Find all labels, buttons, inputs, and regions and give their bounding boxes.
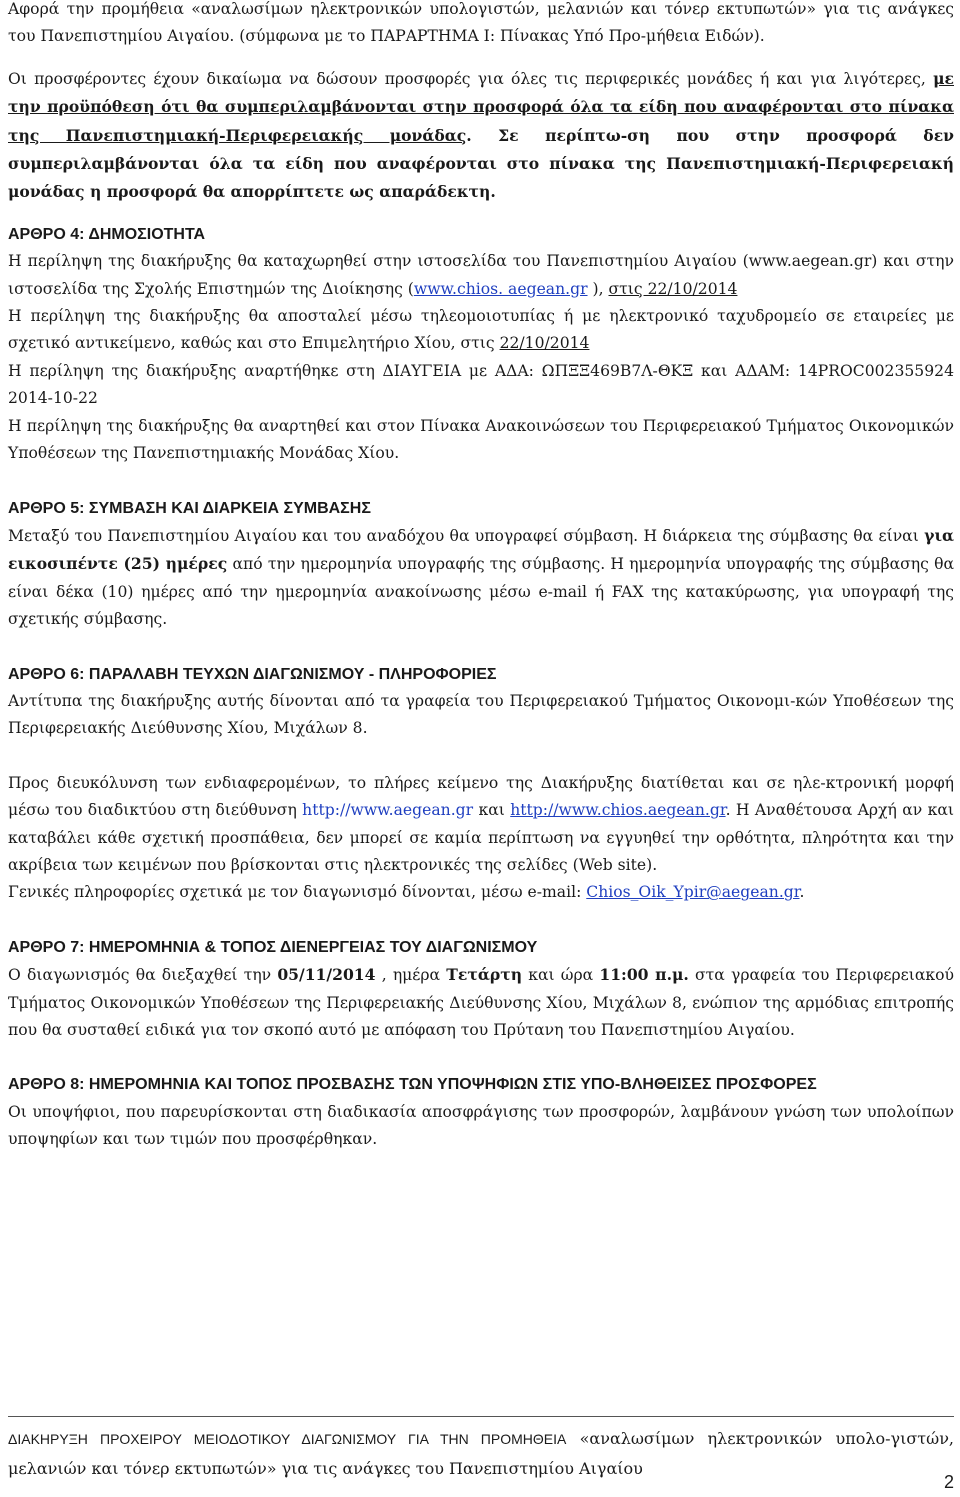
- article-8-heading: ΑΡΘΡΟ 8: ΗΜΕΡΟΜΗΝΙΑ ΚΑΙ ΤΟΠΟΣ ΠΡΟΣΒΑΣΗΣ ΤΩΝ ΥΠΟΨΗΦΙΩΝ ΣΤΙΣ ΥΠΟ-ΒΛΗΘΕΙΣΕΣ ΠΡΟΣΦΟΡΕΣ: [8, 1076, 817, 1094]
- art4-date-2: 22/10/2014: [499, 334, 590, 353]
- art5-text-2: από την ημερομηνία υπογραφής της σύμβασης. Η ημερομηνία υπογραφής της σύμβασης θα είναι δέκα (10) ημέρες από την ημερομηνία ανακοίνωσης μέσω e-mail ή FAX της κατακύρωσης, για υπογραφή της σχετικής σύμβασης.: [8, 555, 954, 629]
- article-7-body: [8, 961, 954, 1044]
- art6-text-d: Γενικές πληροφορίες σχετικά με τον διαγωνισμό δίνονται, μέσω e-mail:: [8, 883, 587, 902]
- article-6-paragraph-3: [8, 879, 954, 906]
- chios-website-link[interactable]: www.chios. aegean.gr: [413, 279, 588, 298]
- art6-text-c: . Η Αναθέτουσα Αρχή αν και καταβάλει κάθε σχετική προσπάθεια, δεν μπορεί σε καμία περίπτωση να εγγυηθεί την ορθότητα, πληρότητα και την ακρίβεια των κειμένων που βρίσκονται στις ηλεκτρονικές της σελίδες (Web site).: [8, 801, 954, 874]
- intro-text-c: . Σε περίπτω-ση που στην προσφορά δεν συμπεριλαμβάνονται όλα τα είδη που αναφέρονται στο πίνακα της Πανεπιστημιακή-Περιφερειακή μονάδας η προσφορά θα απορρίπτετε ως απαράδεκτη.: [8, 125, 955, 202]
- footer-rest: «αναλωσίμων ηλεκτρονικών υπολο-γιστών, μελανιών και τόνερ εκτυπωτών» για τις ανάγκες του Πανεπιστημίου Αιγαίου: [8, 1429, 955, 1478]
- chios-aegean-link[interactable]: http://www.chios.aegean.gr: [510, 801, 726, 820]
- art5-duration: για εικοσιπέντε (25) ημέρες: [8, 525, 954, 574]
- article-6-heading: ΑΡΘΡΟ 6: ΠΑΡΑΛΑΒΗ ΤΕΥΧΩΝ ΔΙΑΓΩΝΙΣΜΟΥ - ΠΛΗΡΟΦΟΡΙΕΣ: [8, 665, 497, 683]
- article-4-body: [8, 248, 954, 467]
- art7-date: 05/11/2014: [277, 965, 376, 985]
- art4-line-4: Η περίληψη της διακήρυξης θα αναρτηθεί και στον Πίνακα Ανακοινώσεων του Περιφερειακού Τμήματος Οικονομικών Υποθέσεων της Πανεπιστημιακής Μονάδας Χίου.: [8, 416, 954, 463]
- art7-text-3: και ώρα: [522, 966, 600, 985]
- article-6-paragraph-2: [8, 770, 954, 880]
- art5-text-1: Μεταξύ του Πανεπιστημίου Αιγαίου και του αναδόχου θα υπογραφεί σύμβαση. Η διάρκεια της σύμβασης θα είναι: [8, 526, 925, 545]
- page-number: 2: [943, 1472, 954, 1492]
- art4-date-1: στις 22/10/2014: [608, 279, 738, 298]
- art4-line-1-end: ),: [587, 279, 609, 298]
- footer-divider: [8, 1416, 954, 1417]
- art4-line-3: Η περίληψη της διακήρυξης αναρτήθηκε στη ΔΙΑΥΓΕΙΑ με ΑΔΑ: ΩΠΞΞ469Β7Λ-ΘΚΞ και ΑΔΑΜ: 14PROC002355924 2014-10-22: [8, 361, 954, 408]
- footer-prefix: ΔΙΑΚΗΡΥΞΗ ΠΡΟΧΕΙΡΟΥ ΜΕΙΟΔΟΤΙΚΟΥ ΔΙΑΓΩΝΙΣΜΟΥ ΓΙΑ ΤΗΝ ΠΡΟΜΗΘΕΙΑ: [8, 1431, 567, 1447]
- aegean-website-link[interactable]: http://www.aegean.gr: [302, 801, 474, 820]
- art7-time: 11:00 π.μ.: [599, 965, 689, 985]
- document-page: [8, 0, 954, 1154]
- art7-text-4: στα γραφεία του Περιφερειακού Τμήματος Οικονομικών Υποθέσεων της Περιφερειακής Διεύθυνσης Χίου, Μιχάλων 8, ενώπιον της αρμόδιας επιτροπής που θα συσταθεί ειδικά για τον σκοπό αυτό με απόφαση του Πρύτανη του Πανεπιστημίου Αιγαίου.: [8, 966, 954, 1039]
- intro-condition: με την προϋπόθεση ότι θα συμπεριλαμβάνονται στην προσφορά όλα τα είδη που αναφέρονται στο πίνακα της Πανεπιστημιακή-Περιφερειακής μονάδας: [8, 68, 954, 145]
- art4-line-2: Η περίληψη της διακήρυξης θα αποσταλεί μέσω τηλεομοιοτυπίας ή με ηλεκτρονικό ταχυδρομείο σε εταιρείες με σχετικό αντικείμενο, καθώς και στο Επιμελητήριο Χίου, στις: [8, 307, 954, 353]
- art7-day: Τετάρτη: [446, 965, 523, 985]
- article-5-heading: ΑΡΘΡΟ 5: ΣΥΜΒΑΣΗ ΚΑΙ ΔΙΑΡΚΕΙΑ ΣΥΜΒΑΣΗΣ: [8, 499, 371, 517]
- intro-paragraph-1: Αφορά την προμήθεια «αναλωσίμων ηλεκτρονικών υπολογιστών, μελανιών και τόνερ εκτυπωτών» για τις ανάγκες του Πανεπιστημίου Αιγαίου. (σύμφωνα με το ΠΑΡΑΡΤΗΜΑ Ι: Πίνακας Υπό Προ-μήθεια Ειδών).: [8, 0, 954, 46]
- article-7-heading: ΑΡΘΡΟ 7: ΗΜΕΡΟΜΗΝΙΑ & ΤΟΠΟΣ ΔΙΕΝΕΡΓΕΙΑΣ ΤΟΥ ΔΙΑΓΩΝΙΣΜΟΥ: [8, 938, 538, 956]
- art4-line-1: Η περίληψη της διακήρυξης θα καταχωρηθεί στην ιστοσελίδα του Πανεπιστημίου Αιγαίου (www.aegean.gr) και στην ιστοσελίδα της Σχολής Επιστημών της Διοίκησης (: [8, 252, 954, 298]
- article-5-body: [8, 522, 954, 634]
- art6-text-a: Προς διευκόλυνση των ενδιαφερομένων, το πλήρες κείμενο της Διακήρυξης διατίθεται και σε ηλε-κτρονική μορφή μέσω του διαδικτύου στη διεύθυνση: [8, 773, 954, 820]
- contact-email-link[interactable]: Chios_Oik_Ypir@aegean.gr: [586, 883, 800, 902]
- page-footer: [8, 1424, 954, 1484]
- art7-text-2: , ημέρα: [375, 966, 447, 985]
- article-6-paragraph-1: Αντίτυπα της διακήρυξης αυτής δίνονται από τα γραφεία του Περιφερειακού Τμήματος Οικονομι-κών Υποθέσεων της Περιφερειακής Διεύθυνσης Χίου, Μιχάλων 8.: [8, 691, 954, 738]
- art6-text-e: .: [799, 883, 805, 902]
- intro-paragraph-2: [8, 65, 954, 207]
- article-8-body: Οι υποψήφιοι, που παρευρίσκονται στη διαδικασία αποσφράγισης των προσφορών, λαμβάνουν γνώση των υπολοίπων υποψηφίων και των τιμών που προσφέρθηκαν.: [8, 1102, 954, 1149]
- art6-text-b: και: [473, 801, 511, 820]
- art7-text-1: Ο διαγωνισμός θα διεξαχθεί την: [8, 966, 278, 985]
- intro-text-a: Οι προσφέροντες έχουν δικαίωμα να δώσουν προσφορές για όλες τις περιφερικές μονάδες ή και για λιγότερες,: [8, 69, 934, 88]
- article-4-heading: ΑΡΘΡΟ 4: ΔΗΜΟΣΙΟΤΗΤΑ: [8, 225, 206, 243]
